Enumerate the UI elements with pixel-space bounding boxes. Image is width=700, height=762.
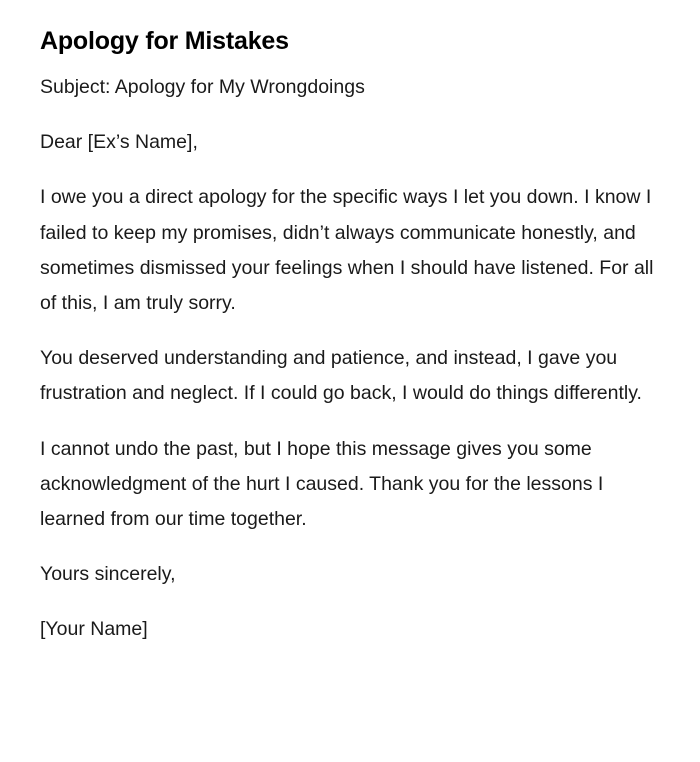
document-title: Apology for Mistakes: [40, 27, 289, 55]
body-paragraph-1: I owe you a direct apology for the specific ways I let you down. I know I failed to keep my promises, didn’t always communicate honestly, and sometimes dismissed your feelings when I should have listened. For all of this, I am truly sorry.: [40, 186, 654, 315]
closing: Yours sincerely,: [40, 563, 176, 586]
body-paragraph-3: I cannot undo the past, but I hope this message gives you some acknowledgment of the hurt I caused. Thank you for the lessons I learned from our time together.: [40, 437, 604, 531]
subject-line: Subject: Apology for My Wrongdoings: [40, 76, 365, 98]
body-paragraph-2: You deserved understanding and patience, and instead, I gave you frustration and neglect. If I could go back, I would do things differently.: [40, 347, 642, 405]
signature: [Your Name]: [40, 618, 148, 641]
salutation: Dear [Ex’s Name],: [40, 131, 198, 154]
